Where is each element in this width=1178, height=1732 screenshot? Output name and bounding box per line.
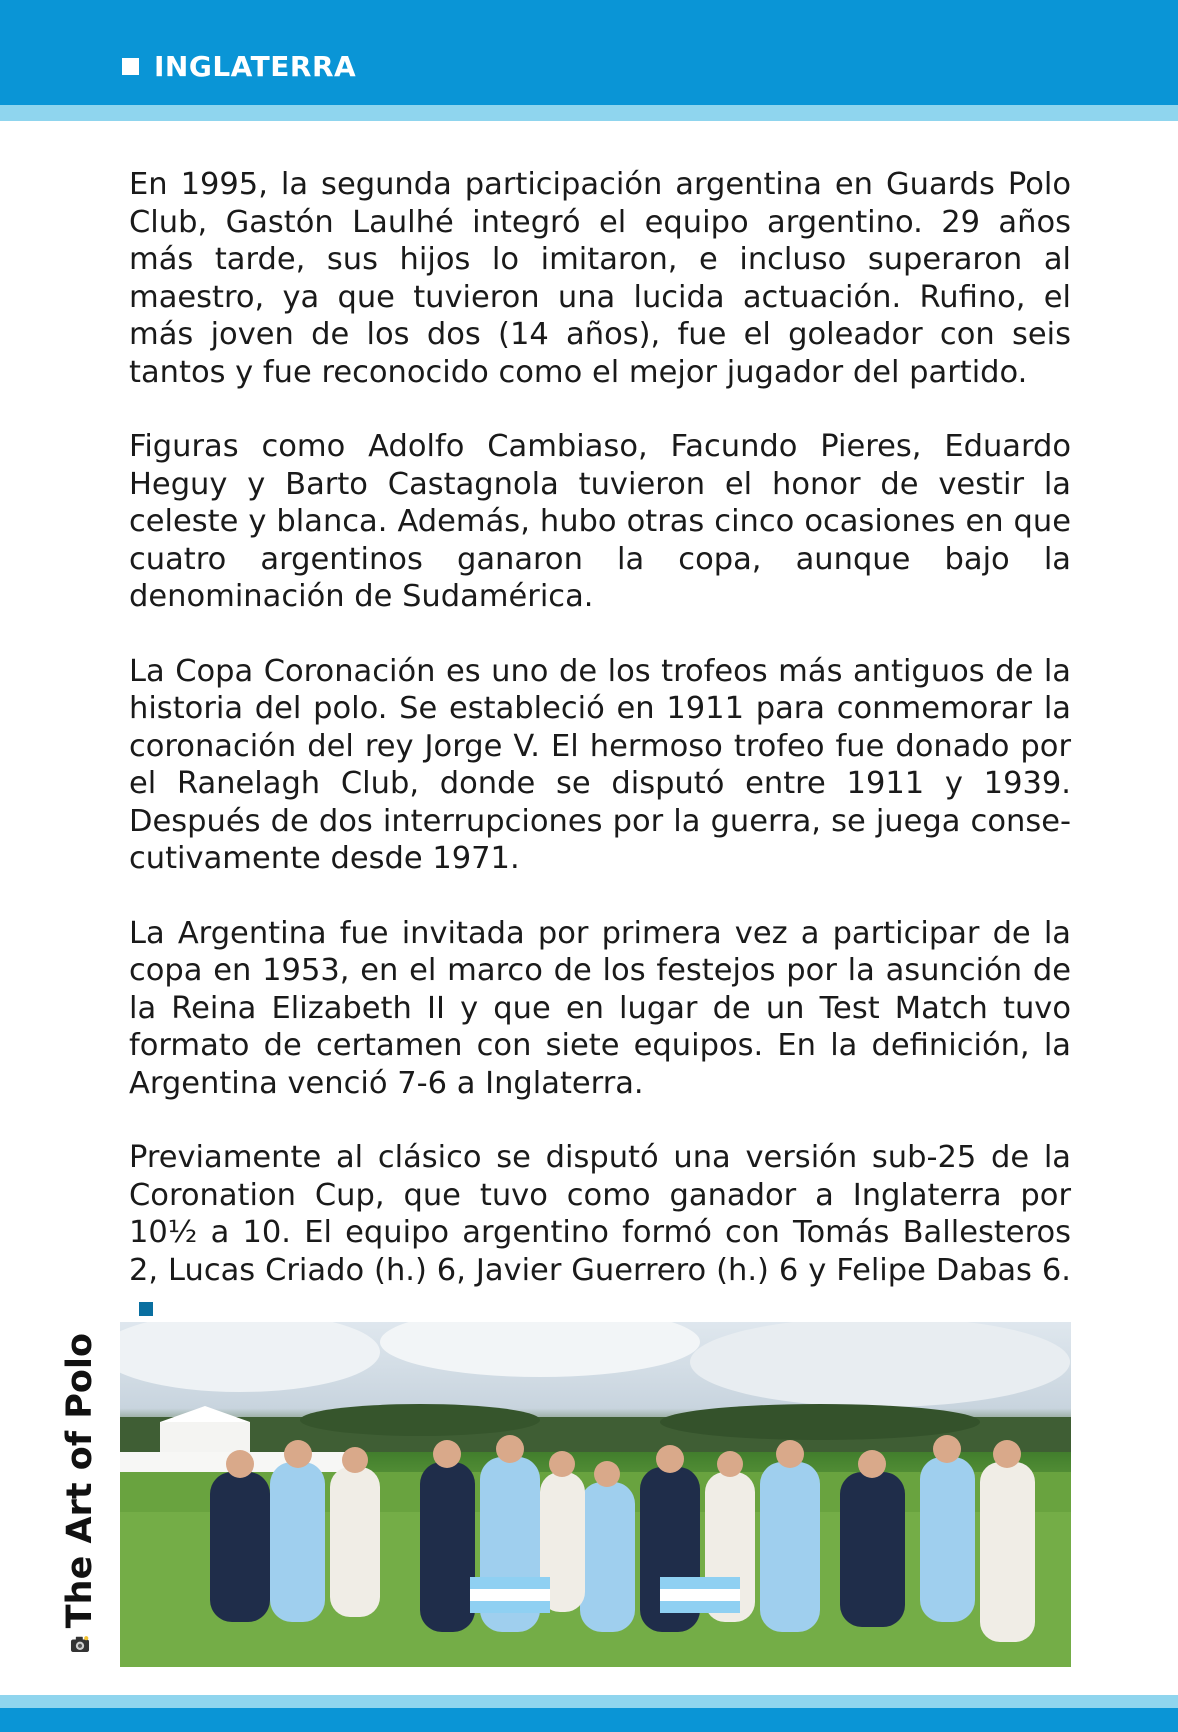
camera-icon: [65, 1634, 95, 1655]
section-label: [122, 50, 356, 83]
article-body: [129, 166, 1071, 1364]
group-photo-illustration: [120, 1322, 1071, 1667]
section-bullet-icon: [122, 58, 139, 75]
paragraph-3: La Copa Coronación es uno de los trofeos más antiguos de la historia del polo. Se estableció en 1911 para conmemorar la coronación del rey Jorge V. El hermoso trofeo fue donado por el Ranelagh Club, donde se disputó entre 1911 y 1939. Después de dos interrupciones por la guerra, se juega consecutivamente desde 1971.: [129, 653, 1071, 876]
footer-band: [0, 1708, 1178, 1732]
group-photo: [120, 1322, 1071, 1667]
brand-name: The Art of Polo: [60, 1333, 100, 1629]
footer-stripe: [0, 1695, 1178, 1708]
brand-logo: [62, 1333, 98, 1655]
header-stripe: [0, 105, 1178, 121]
paragraph-2: Figuras como Adolfo Cambiaso, Facundo Pieres, Eduardo Heguy y Barto Castagnola tuvieron el honor de vestir la celeste y blanca. Además, hubo otras cinco ocasiones en que cuatro argentinos ganaron la copa, aunque bajo la denominación de Sudamérica.: [129, 429, 1071, 614]
paragraph-5: [129, 1139, 1071, 1327]
end-mark-icon: [139, 1302, 153, 1316]
section-title: INGLATERRA: [154, 50, 357, 83]
paragraph-1: En 1995, la segunda participación argentina en Guards Polo Club, Gastón Laulhé integró el equipo argentino. 29 años más tarde, sus hijos lo imitaron, e incluso superaron al maestro, ya que tuvieron una lucida actuación. Rufino, el más joven de los dos (14 años), fue el goleador con seis tantos y fue reconocido como el mejor jugador del partido.: [129, 167, 1071, 390]
paragraph-4: La Argentina fue invitada por primera vez a participar de la copa en 1953, en el marco de los festejos por la asunción de la Reina Elizabeth II y que en lugar de un Test Match tuvo formato de certamen con siete equipos. En la definición, la Argentina venció 7-6 a Inglaterra.: [129, 915, 1071, 1101]
paragraph-5-text: Previamente al clásico se disputó una versión sub-25 de la Coronation Cup, que tuvo como ganador a Inglaterra por 10½ a 10. El equipo argentino formó con Tomás Ballesteros 2, Lucas Criado (h.) 6, Javier Guerrero (h.) 6 y Felipe Dabas 6.: [129, 1140, 1071, 1288]
